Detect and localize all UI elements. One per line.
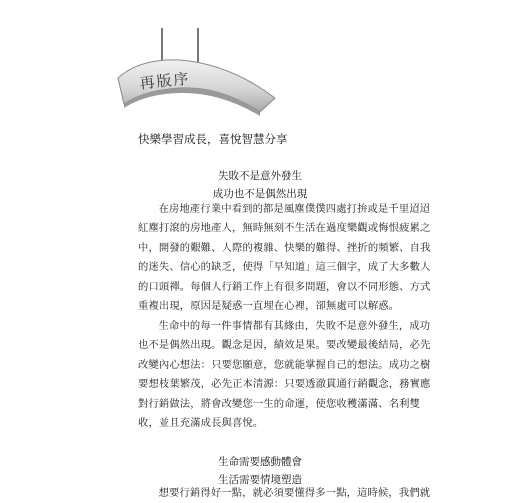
- section1-paragraph-2: [138, 317, 431, 433]
- text-line: 生命中的每一件事情都有其緣由，失敗不是意外發生，成功: [158, 320, 431, 332]
- preface-subtitle: 快樂學習成長，喜悅智慧分享: [138, 132, 288, 146]
- text-line: 收，並且充滿成長與喜悅。: [138, 417, 264, 430]
- text-line: 改變內心想法：只要您願意，您就能掌握自己的想法。成功之樹: [138, 358, 431, 371]
- text-line: 的口頭禪。每個人行銷工作上有很多問題，會以不同形態、方式: [138, 280, 431, 293]
- preface-signboard: [110, 28, 280, 118]
- text-line: 要想枝葉繁茂，必先正本清源：只要透澈貫通行銷觀念，務實應: [138, 378, 431, 391]
- text-line: 對行銷做法，將會改變您一生的命運，使您收穫滿滿、名利雙: [138, 397, 421, 410]
- preface-title: 再版序: [138, 69, 192, 93]
- text-line: 的迷失、信心的缺乏，使得「早知道」這三個字，成了大多數人: [138, 261, 431, 274]
- section1-heading-2: 成功也不是偶然出現: [212, 188, 308, 200]
- section1-paragraph-1: [138, 200, 431, 316]
- section2-heading-1: 生命需要感動體會: [218, 456, 302, 468]
- text-line: 重複出現，原因是疑惑一直埋在心裡，卻無處可以解惑。: [138, 300, 400, 313]
- section2-paragraph-1: [138, 484, 431, 503]
- section1-heading-1: 失敗不是意外發生: [218, 170, 302, 182]
- text-line: 中，開發的艱難、人際的複雜、快樂的難得、挫折的頻繁、自我: [138, 241, 431, 254]
- text-line: 在房地產行業中看到的都是風塵僕僕四處打拚或是千里迢迢: [158, 203, 431, 215]
- section2-heading-2: 生活需要情境塑造: [218, 474, 302, 486]
- text-line: 也不是偶然出現。觀念是因，績效是果。要改變最後結局，必先: [138, 339, 431, 352]
- text-line: 想要行銷得好一點，就必須要懂得多一點，這時候，我們就: [158, 487, 431, 499]
- text-line: 紅塵打滾的房地產人，無時無刻不生活在過度樂觀或悔恨疲累之: [138, 222, 431, 235]
